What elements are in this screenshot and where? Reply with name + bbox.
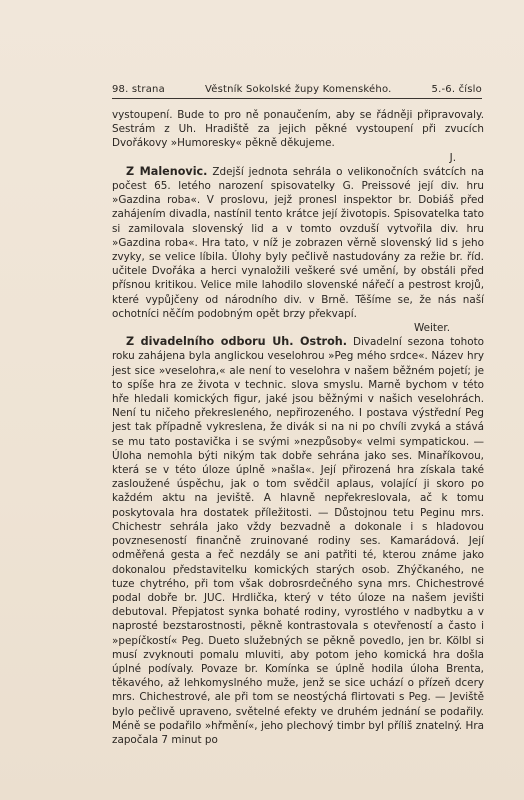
section-signature: Weiter. bbox=[413, 322, 450, 335]
section-text: Divadelní sezona tohoto roku zahájena byla anglickou veselohrou »Peg mého srdce«. Název hry jest sice »veselohra,« ale není to veselohra v našem běžném pojetí; je to spíše hra ze života v technic. slova smyslu. Marně bychom v této hře hledali komických figur, jaké jsou běžnými v našich veselohrách. Není tu ničeho překresleného, nepřirozeného. I postava výstřední Peg jest tak případně vykreslena, že divák si na ni po chvíli zvyká a stává se mu tato postavička i se svými »nezpůsoby« velmi sympatickou. — Úloha nemohla býti nikým tak dobře sehrána jako ses. Minaříkovou, která se v této úloze úplně »našla«. Její přirozená hra získala také zasloužené úspěchu, jak o tom svědčil aplaus, volající ji skoro po každém aktu na jeviště. A hlavně nepřekreslovala, ač k tomu poskytovala hra dostatek příležitosti. — Důstojnou tetu Peginu mrs. Chichestr sehrála jako vždy bezvadně a dokonale i s hladovou povzneseností finančně zruinované rodiny ses. Kamarádová. Její odměřená gesta a řeč nezdály se ani patřiti té, kterou známe jako dokonalou představitelku komických starých osob. Zhýčkaného, ne tuze chytrého, při tom však dobrosrdečného syna mrs. Chichestrové podal dobře br. JUC. Hrdlička, který v této úloze na našem jevišti debutoval. Přepjatost synka bohaté rodiny, vyrostlého v nadbytku a v naprosté bezstarostnosti, pěkně kontrastovala s otevřeností a často i »pepíčkostí« Peg. Dueto služebných se pěkně povedlo, jen br. Kölbl si musí zvyknouti pomalu mluviti, aby potom jeho komická hra došla úplné podívaly. Povaze br. Komínka se úplně hodila úloha Brenta, těkavého, až lehkomyslného muže, jenž se sice uchází o přízeň dcery mrs. Chichestrové, ale při tom se neostýchá flirtovati s Peg. — Jeviště bylo pečlivě upraveno, světelné efekty ve druhém jednání se podařily. Méně se podařilo »hřmění«, jeho plechový timbr byl příliš znatelný. Hra započala 7 minut po bbox=[112, 336, 484, 746]
page-number: 98. strana bbox=[112, 84, 165, 95]
article-body bbox=[112, 108, 484, 747]
section-uh-ostroh bbox=[112, 335, 484, 747]
section-heading: Z divadelního odboru Uh. Ostroh. bbox=[126, 335, 347, 349]
section-heading: Z Malenovic. bbox=[126, 164, 208, 178]
journal-title: Věstník Sokolské župy Komenského. bbox=[204, 84, 392, 95]
section-malenovice bbox=[112, 165, 484, 321]
section-text: Zdejší jednota sehrála o velikonočních svátcích na počest 65. letého narození spisovatelky G. Preissové její div. hru »Gazdina roba«. V proslovu, jejž pronesl inspektor br. Dobiáš před zahájením divadla, nastínil tento krátce její životopis. Spisovatelka tato si zamilovala slovenský lid a v tomto ovzduší vytvořila div. hru »Gazdina roba«. Hra tato, v níž je zobrazen věrně slovenský lid s jeho zvyky, se velice líbila. Úlohy byly pečlivě nastudovány za režie br. říd. učitele Dvořáka a herci vynaložili veškeré své umění, by obstáli před přísnou kritikou. Velice mile lahodilo slovenské nářečí a pestrost krojů, které vypůjčeny od národního div. v Brně. Těšíme se, že nás naší ochotníci něčím podobným opět brzy překvapí. bbox=[112, 165, 484, 320]
continuation-paragraph: vystoupení. Bude to pro ně ponaučením, aby se řádněji připravovaly. Sestrám z Uh. Hradiště za jejich pěkné vystoupení při zvucích Dvořákovy »Humoresky« pěkně děkujeme. bbox=[112, 109, 484, 150]
continuation-signature: J. bbox=[449, 151, 456, 164]
running-header bbox=[112, 84, 482, 99]
issue-number: 5.-6. číslo bbox=[431, 84, 482, 95]
